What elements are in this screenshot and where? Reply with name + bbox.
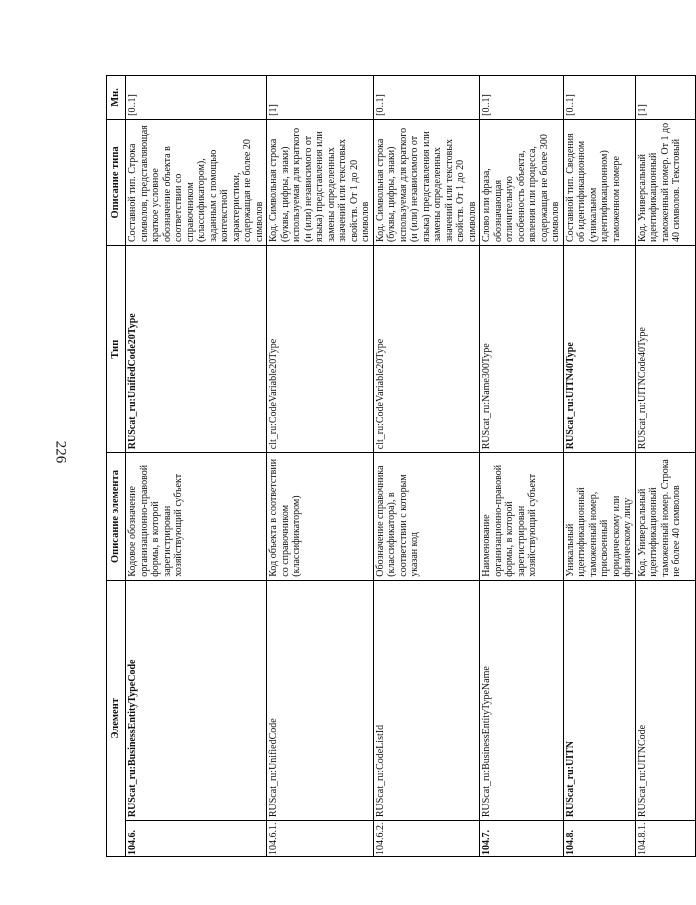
row-number: 104.8.1. bbox=[635, 821, 695, 857]
row-element-desc: Код объекта в соответствии со справочником (классификатором) bbox=[267, 453, 374, 581]
row-type: RUScat_ru:UnifiedCode20Type bbox=[126, 246, 267, 453]
header-mult: Мн. bbox=[107, 76, 126, 120]
row-type-desc: Код. Универсальный идентификационный таможенный номер. От 1 до 40 символов. Текстовый bbox=[635, 119, 695, 245]
row-element-desc: Кодовое обозначение организационно-правовой формы, в которой зарегистрирован хозяйствующий субъект bbox=[126, 453, 267, 581]
table-row bbox=[126, 76, 267, 857]
row-number: 104.7. bbox=[480, 821, 564, 857]
row-element: RUScat_ru:UnifiedCode bbox=[267, 580, 374, 820]
table-row bbox=[480, 76, 564, 857]
rotated-table-container bbox=[106, 75, 683, 857]
row-number: 104.8. bbox=[563, 821, 635, 857]
page-number: 226 bbox=[52, 440, 69, 464]
row-number: 104.6. bbox=[126, 821, 267, 857]
header-element-desc: Описание элемента bbox=[107, 453, 126, 581]
row-element-desc: Уникальный идентификационный таможенный номер, присвоенный юридическому или физическому лицу bbox=[563, 453, 635, 581]
row-type-desc: Слово или фраза, обозначающая отличительную особенность объекта, явления или процесса, содержащая не более 300 символов bbox=[480, 119, 564, 245]
row-mult: [0..1] bbox=[126, 76, 267, 120]
row-element: RUScat_ru:BusinessEntityTypeName bbox=[480, 580, 564, 820]
row-type: RUScat_ru:Name300Type bbox=[480, 246, 564, 453]
row-mult: [1] bbox=[267, 76, 374, 120]
table-row bbox=[563, 76, 635, 857]
row-number: 104.6.1. bbox=[267, 821, 374, 857]
row-mult: [0..1] bbox=[373, 76, 480, 120]
row-element-desc: Обозначение справочника (классификатора), в соответствии с которым указан код bbox=[373, 453, 480, 581]
row-mult: [0..1] bbox=[480, 76, 564, 120]
table-row bbox=[267, 76, 374, 857]
header-type: Тип bbox=[107, 246, 126, 453]
table-row bbox=[635, 76, 695, 857]
table-row bbox=[373, 76, 480, 857]
row-element: RUScat_ru:BusinessEntityTypeCode bbox=[126, 580, 267, 820]
row-type: RUScat_ru:UITNCode40Type bbox=[635, 246, 695, 453]
row-type-desc: Составной тип. Сведения об идентификационном (уникальном идентификационном) таможенном номере bbox=[563, 119, 635, 245]
row-element: RUScat_ru:CodeListId bbox=[373, 580, 480, 820]
row-element: RUScat_ru:UITN bbox=[563, 580, 635, 820]
header-type-desc: Описание типа bbox=[107, 119, 126, 245]
row-type: RUScat_ru:UITN40Type bbox=[563, 246, 635, 453]
elements-table bbox=[106, 75, 696, 857]
row-type: clt_ru:CodeVariable20Type bbox=[373, 246, 480, 453]
row-element-desc: Код. Универсальный идентификационный таможенный номер. Строка не более 40 символов bbox=[635, 453, 695, 581]
row-mult: [1] bbox=[635, 76, 695, 120]
row-mult: [0..1] bbox=[563, 76, 635, 120]
row-type: clt_ru:CodeVariable20Type bbox=[267, 246, 374, 453]
row-type-desc: Код. Символьная строка (буквы, цифры, знаки) используемая для краткого (и (или) независимого от языка) представления или замены определенных значений или текстовых свойств. От 1 до 20 символов bbox=[267, 119, 374, 245]
row-element: RUScat_ru:UITNCode bbox=[635, 580, 695, 820]
row-element-desc: Наименование организационно-правовой формы, в которой зарегистрирован хозяйствующий субъект bbox=[480, 453, 564, 581]
table-header-row bbox=[107, 76, 126, 857]
header-element: Элемент bbox=[107, 580, 126, 856]
row-type-desc: Код. Символьная строка (буквы, цифры, знаки) используемая для краткого (и (или) независимого от языка) представления или замены определенных значений или текстовых свойств. От 1 до 20 символов bbox=[373, 119, 480, 245]
row-number: 104.6.2. bbox=[373, 821, 480, 857]
row-type-desc: Составной тип. Строка символов, представляющая краткое условное обозначение объекта в соответствии со справочником (классификатором), заданным с помощью контекстной характеристики, содержащая не более 20 символов bbox=[126, 119, 267, 245]
